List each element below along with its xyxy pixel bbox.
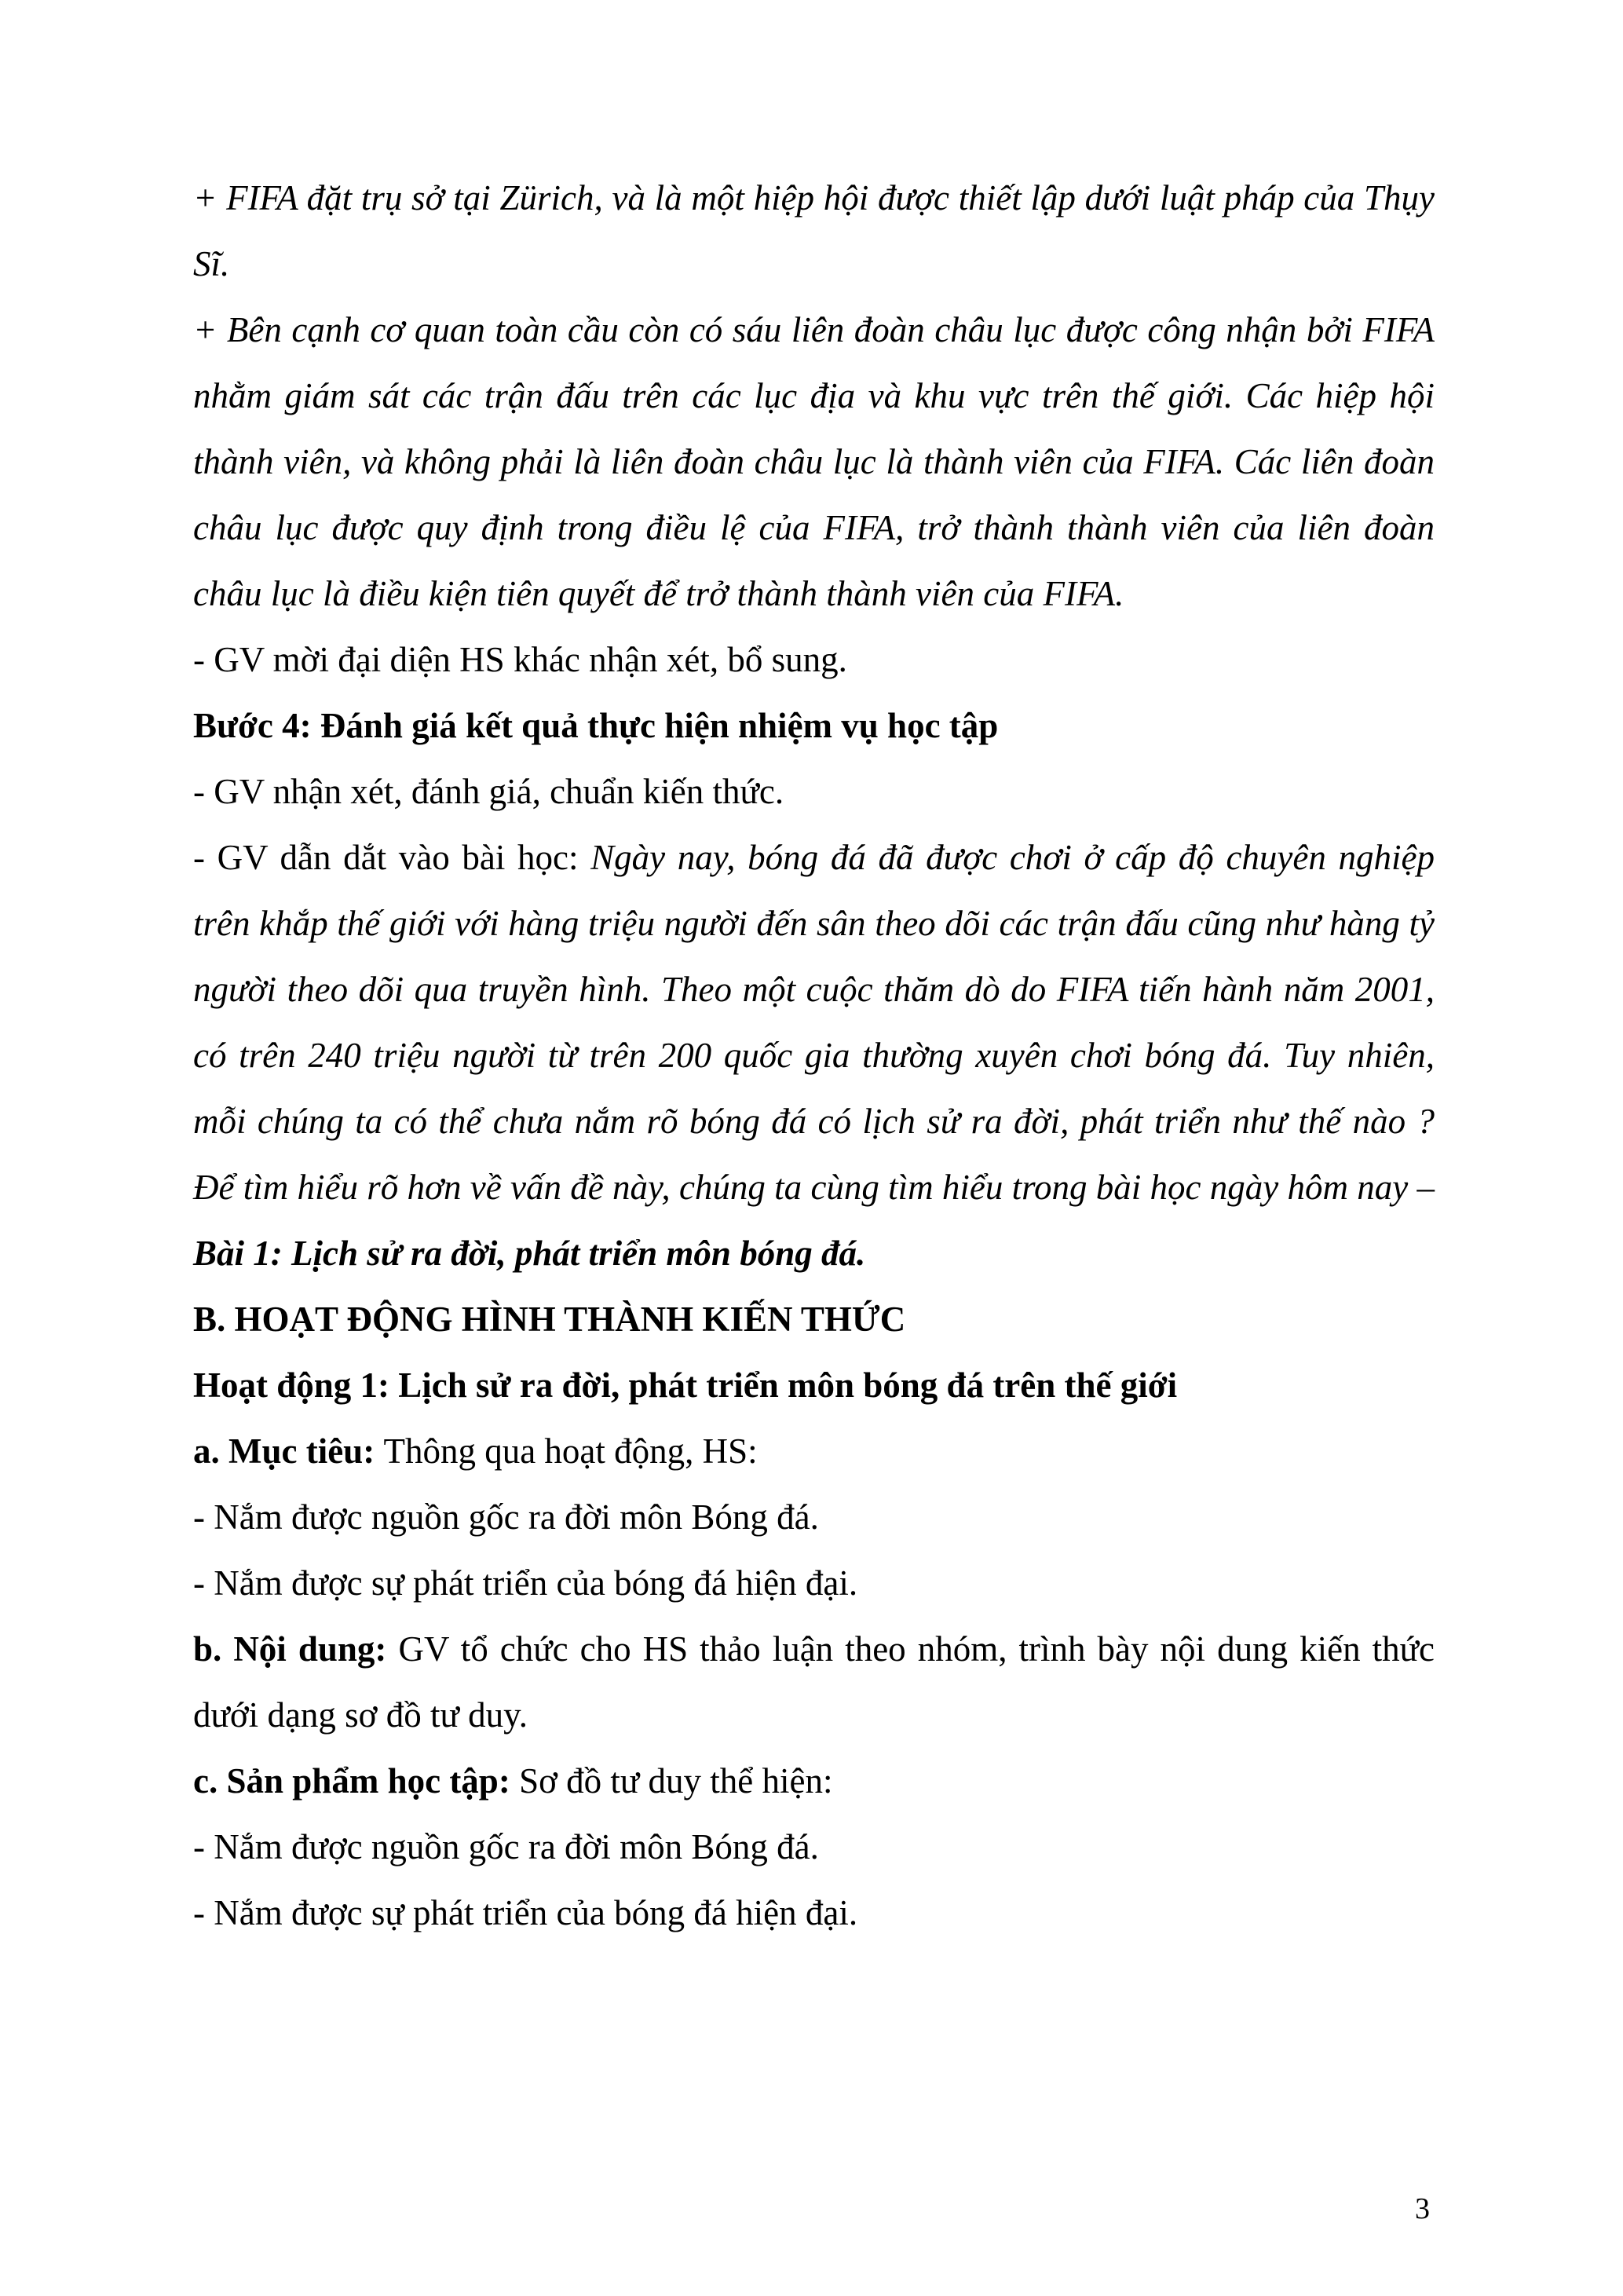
- text-run: B. HOẠT ĐỘNG HÌNH THÀNH KIẾN THỨC: [193, 1300, 906, 1339]
- paragraph: [193, 1286, 1435, 1352]
- text-run: + Bên cạnh cơ quan toàn cầu còn có sáu liên đoàn châu lục được công nhận bởi FIFA nhằm giám sát các trận đấu trên các lục địa và khu vực trên thế giới. Các hiệp hội thành viên, và không phải là liên đoàn châu lục là thành viên của FIFA. Các liên đoàn châu lục được quy định trong điều lệ của FIFA, trở thành thành viên của liên đoàn châu lục là điều kiện tiên quyết để trở thành thành viên của FIFA.: [193, 310, 1435, 613]
- text-run: Ngày nay, bóng đá đã được chơi ở cấp độ chuyên nghiệp trên khắp thế giới với hàng triệu người đến sân theo dõi các trận đấu cũng như hàng tỷ người theo dõi qua truyền hình. Theo một cuộc thăm dò do FIFA tiến hành năm 2001, có trên 240 triệu người từ trên 200 quốc gia thường xuyên chơi bóng đá. Tuy nhiên, mỗi chúng ta có thể chưa nắm rõ bóng đá có lịch sử ra đời, phát triển như thế nào ? Để tìm hiểu rõ hơn về vấn đề này, chúng ta cùng tìm hiểu trong bài học ngày hôm nay –: [193, 838, 1435, 1207]
- text-run: b. Nội dung:: [193, 1629, 399, 1669]
- text-run: Bài 1: Lịch sử ra đời, phát triển môn bóng đá.: [193, 1234, 866, 1273]
- page-number: 3: [1415, 2192, 1430, 2225]
- text-run: a. Mục tiêu:: [193, 1431, 384, 1471]
- paragraph: [193, 824, 1435, 1286]
- paragraph: [193, 627, 1435, 693]
- paragraph: [193, 1484, 1435, 1550]
- text-run: Thông qua hoạt động, HS:: [383, 1431, 758, 1471]
- paragraph: [193, 1550, 1435, 1616]
- paragraph: [193, 165, 1435, 297]
- text-run: Hoạt động 1: Lịch sử ra đời, phát triển môn bóng đá trên thế giới: [193, 1366, 1178, 1405]
- text-run: - GV mời đại diện HS khác nhận xét, bổ sung.: [193, 640, 847, 679]
- text-run: - GV dẫn dắt vào bài học:: [193, 838, 591, 877]
- text-run: Sơ đồ tư duy thể hiện:: [519, 1761, 833, 1801]
- text-run: + FIFA đặt trụ sở tại Zürich, và là một hiệp hội được thiết lập dưới luật pháp của Thụy Sĩ.: [193, 178, 1435, 283]
- text-run: - Nắm được sự phát triển của bóng đá hiện đại.: [193, 1563, 858, 1603]
- text-run: GV tổ chức cho HS thảo luận theo nhóm, trình bày nội dung kiến thức dưới dạng sơ đồ tư duy.: [193, 1629, 1435, 1735]
- paragraph: [193, 1352, 1435, 1418]
- paragraph: [193, 297, 1435, 627]
- paragraph: [193, 759, 1435, 824]
- paragraph: [193, 693, 1435, 759]
- text-run: - Nắm được nguồn gốc ra đời môn Bóng đá.: [193, 1497, 819, 1537]
- text-run: Bước 4: Đánh giá kết quả thực hiện nhiệm vụ học tập: [193, 706, 999, 745]
- paragraph: [193, 1748, 1435, 1814]
- paragraph: [193, 1814, 1435, 1880]
- document-body: [193, 165, 1435, 1946]
- paragraph: [193, 1880, 1435, 1946]
- paragraph: [193, 1418, 1435, 1484]
- paragraph: [193, 1616, 1435, 1748]
- text-run: - Nắm được sự phát triển của bóng đá hiện đại.: [193, 1893, 858, 1932]
- text-run: - Nắm được nguồn gốc ra đời môn Bóng đá.: [193, 1827, 819, 1866]
- text-run: - GV nhận xét, đánh giá, chuẩn kiến thức.: [193, 772, 784, 811]
- text-run: c. Sản phẩm học tập:: [193, 1761, 520, 1801]
